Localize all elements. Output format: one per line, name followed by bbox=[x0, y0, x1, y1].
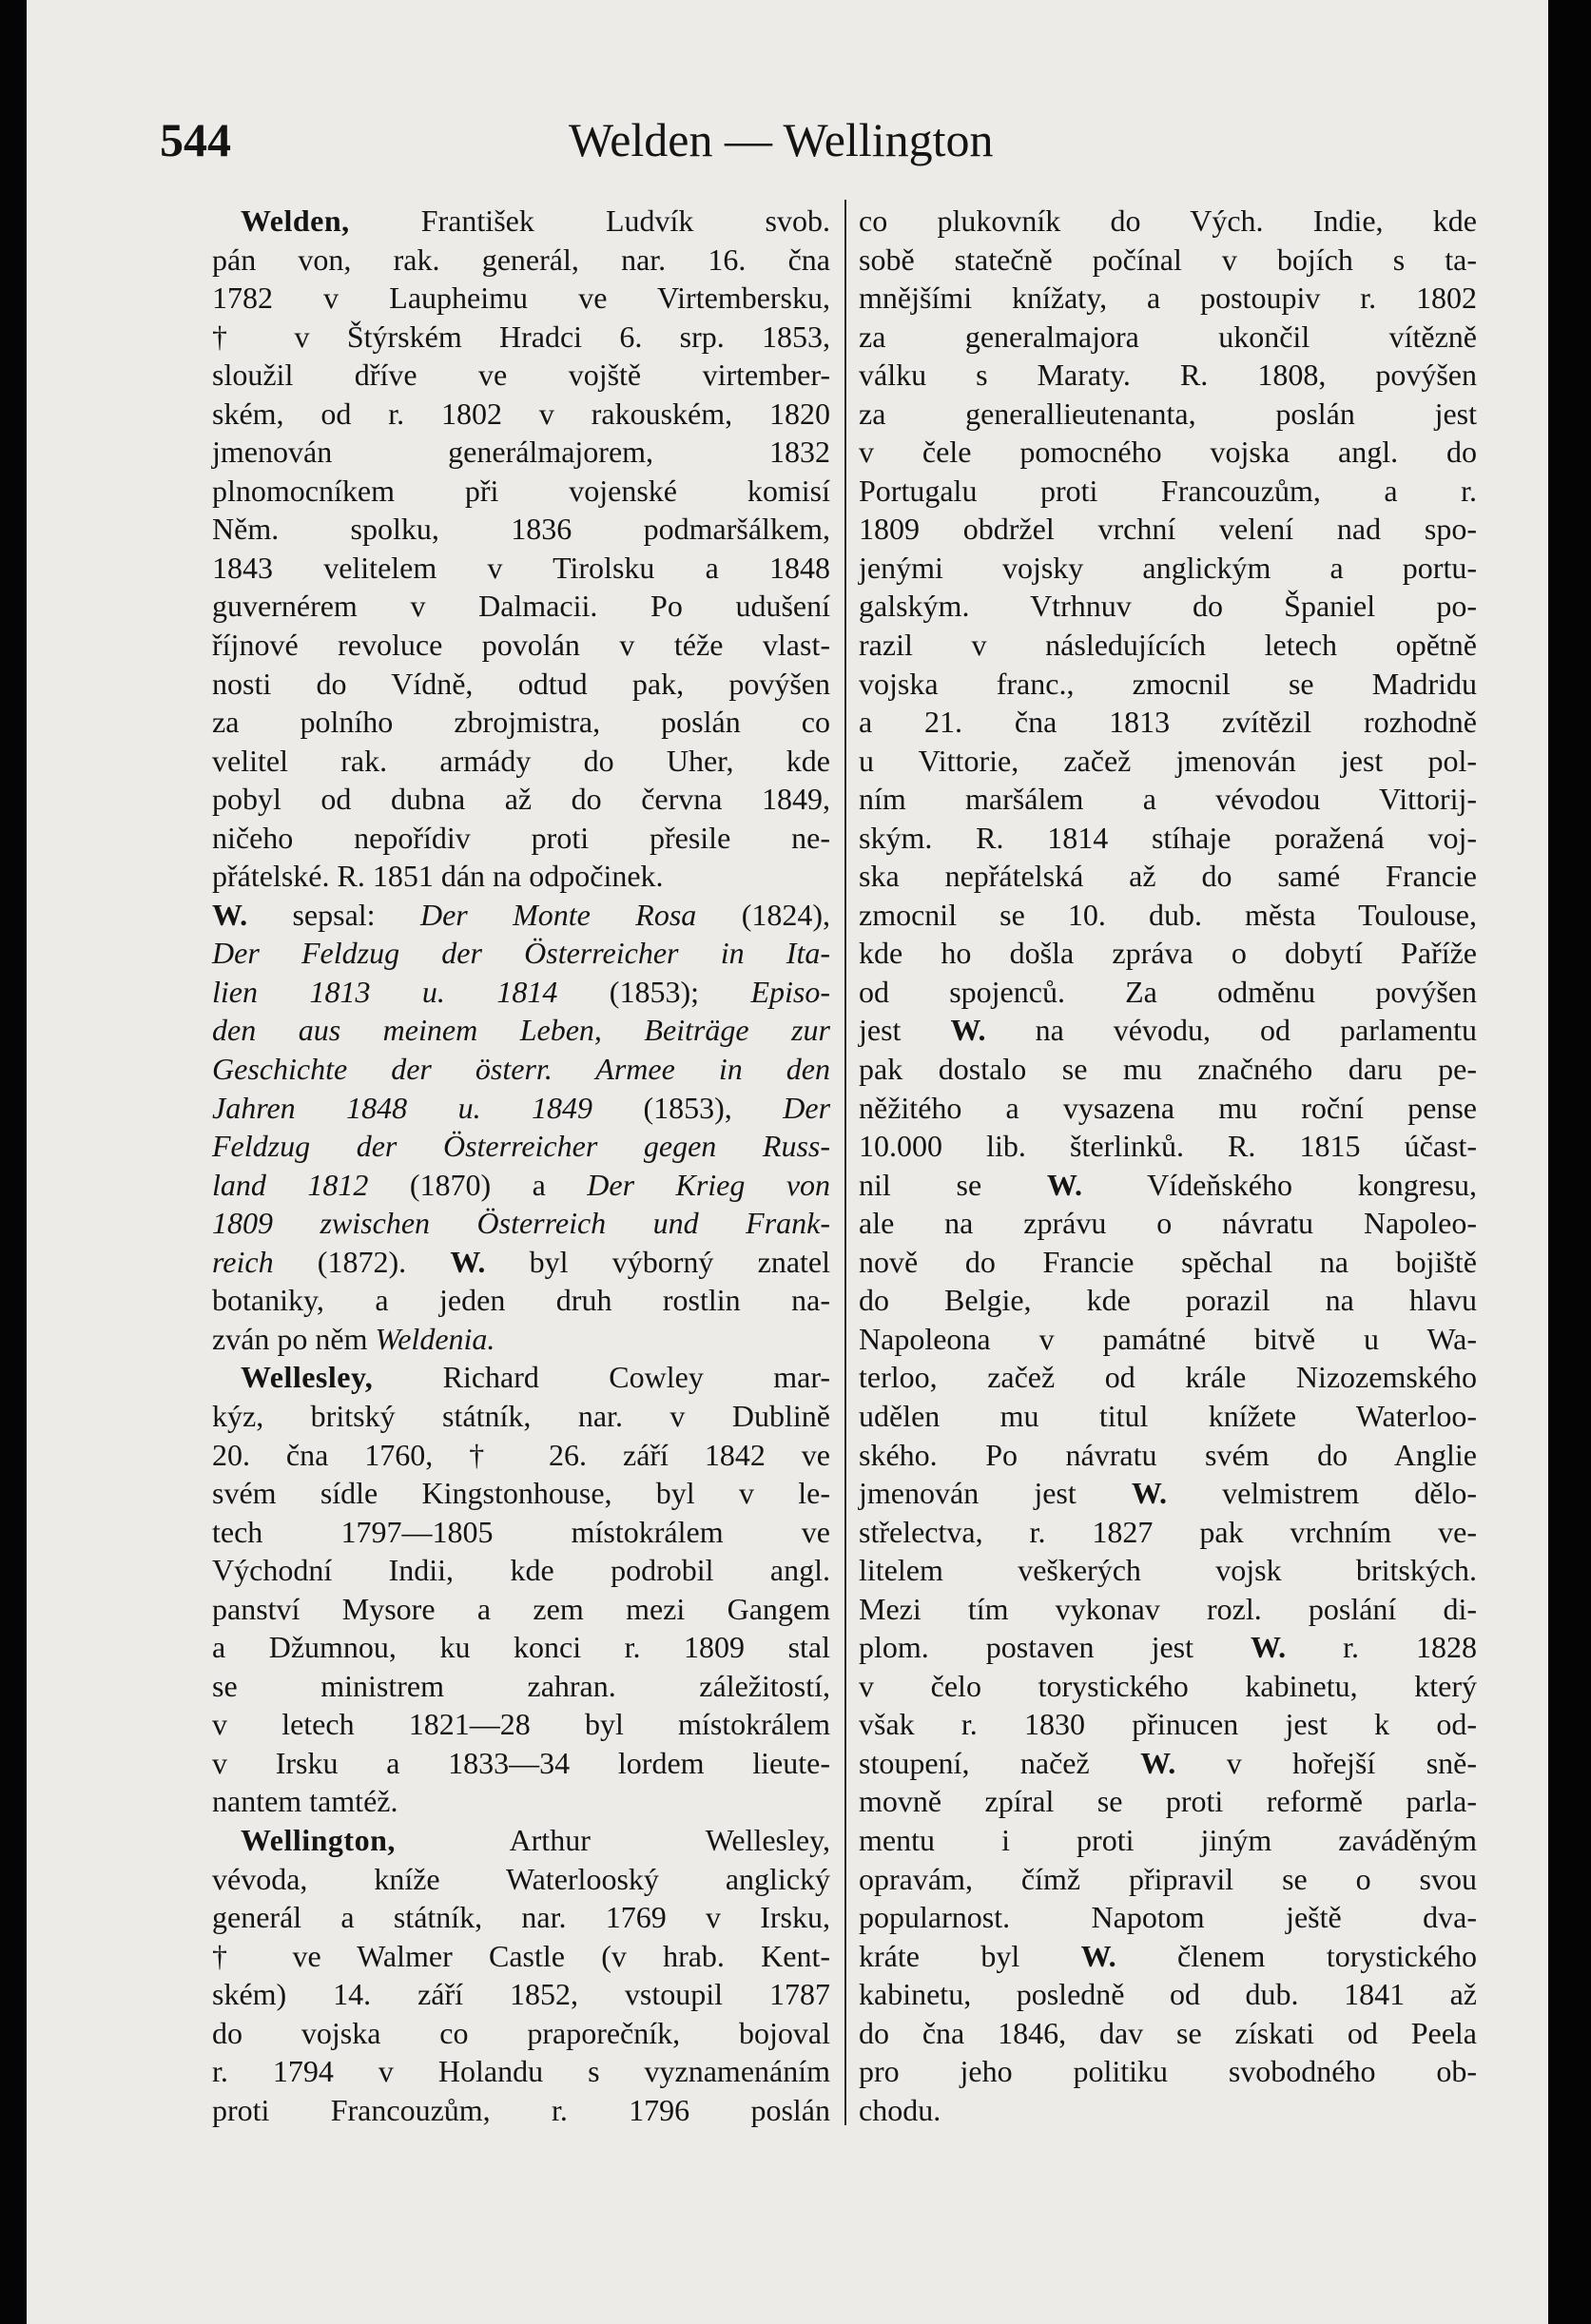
text-line: † ve Walmer Castle (v hrab. Kent- bbox=[212, 1938, 830, 1973]
text-line: plom. postaven jest W. r. 1828 bbox=[859, 1630, 1477, 1665]
text-line: den aus meinem Leben, Beiträge zur bbox=[212, 1013, 830, 1048]
text-line: kde ho došla zpráva o dobytí Paříže bbox=[859, 936, 1477, 971]
text-line: jmenován jest W. velmistrem dělo- bbox=[859, 1476, 1477, 1511]
text-line: střelectva, r. 1827 pak vrchním ve- bbox=[859, 1514, 1477, 1549]
text-line: v čele pomocného vojska angl. do bbox=[859, 435, 1477, 470]
text-line: za generallieutenanta, poslán jest bbox=[859, 396, 1477, 431]
right-column bbox=[859, 202, 1477, 2129]
text-line: plnomocníkem při vojenské komisí bbox=[212, 473, 830, 508]
text-line: v letech 1821—28 byl místokrálem bbox=[212, 1707, 830, 1742]
text-line: opravám, čímž připravil se o svou bbox=[859, 1861, 1477, 1896]
text-line: proti Francouzům, r. 1796 poslán bbox=[212, 2092, 830, 2127]
text-line: do Belgie, kde porazil na hlavu bbox=[859, 1283, 1477, 1318]
text-line: Něm. spolku, 1836 podmaršálkem, bbox=[212, 512, 830, 547]
text-line: ničeho nepořídiv proti přesile ne- bbox=[212, 820, 830, 855]
text-line: panství Mysore a zem mezi Gangem bbox=[212, 1591, 830, 1626]
text-line: kráte byl W. členem torystického bbox=[859, 1938, 1478, 1973]
text-line: Mezi tím vykonav rozl. poslání di- bbox=[859, 1591, 1477, 1626]
text-line: Východní Indii, kde podrobil angl. bbox=[212, 1553, 830, 1588]
text-line: 1782 v Laupheimu ve Virtembersku, bbox=[212, 281, 830, 316]
text-line: nil se W. Vídeňského kongresu, bbox=[859, 1167, 1477, 1202]
text-line: 1809 zwischen Österreich und Frank- bbox=[212, 1206, 830, 1241]
left-column bbox=[212, 202, 830, 2129]
text-line: pro jeho politiku svobodného ob- bbox=[859, 2054, 1477, 2089]
text-line: ského. Po návratu svém do Anglie bbox=[859, 1437, 1477, 1472]
text-line: Jahren 1848 u. 1849 (1853), Der bbox=[212, 1090, 831, 1125]
text-line: nově do Francie spěchal na bojiště bbox=[859, 1244, 1477, 1279]
text-line: pobyl od dubna až do června 1849, bbox=[212, 782, 830, 817]
text-line: jenými vojsky anglickým a portu- bbox=[859, 550, 1477, 585]
page-number: 544 bbox=[160, 113, 231, 166]
text-line: W. sepsal: Der Monte Rosa (1824), bbox=[212, 897, 831, 932]
text-line: sobě statečně počínal v bojích s ta- bbox=[859, 242, 1477, 277]
text-line: pán von, rak. generál, nar. 16. čna bbox=[212, 242, 830, 277]
scan-border bbox=[1548, 0, 1591, 2324]
text-line: Feldzug der Österreicher gegen Russ- bbox=[212, 1129, 830, 1164]
text-line: 20. čna 1760, † 26. září 1842 ve bbox=[212, 1437, 830, 1472]
text-line: za polního zbrojmistra, poslán co bbox=[212, 705, 830, 740]
text-line: něžitého a vysazena mu roční pense bbox=[859, 1090, 1477, 1125]
text-line: svém sídle Kingstonhouse, byl v le- bbox=[212, 1476, 830, 1511]
text-line: Wellington, Arthur Wellesley, bbox=[241, 1822, 830, 1857]
text-line: † v Štýrském Hradci 6. srp. 1853, bbox=[212, 319, 830, 354]
text-line: tech 1797—1805 místokrálem ve bbox=[212, 1514, 830, 1549]
text-line: generál a státník, nar. 1769 v Irsku, bbox=[212, 1900, 830, 1935]
text-line: říjnové revoluce povolán v téže vlast- bbox=[212, 628, 830, 663]
text-line: u Vittorie, začež jmenován jest pol- bbox=[859, 743, 1477, 778]
text-line: kabinetu, posledně od dub. 1841 až bbox=[859, 1977, 1477, 2012]
text-line: a Džumnou, ku konci r. 1809 stal bbox=[212, 1630, 830, 1665]
text-line: botaniky, a jeden druh rostlin na- bbox=[212, 1283, 830, 1318]
text-line: chodu. bbox=[859, 2092, 941, 2127]
text-line: litelem veškerých vojsk britských. bbox=[859, 1553, 1477, 1588]
text-line: se ministrem zahran. záležitostí, bbox=[212, 1668, 830, 1703]
text-line: však r. 1830 přinucen jest k od- bbox=[859, 1707, 1477, 1742]
text-line: zván po něm Weldenia. bbox=[212, 1321, 495, 1356]
text-line: razil v následujících letech opětně bbox=[859, 628, 1477, 663]
text-line: mentu i proti jiným zaváděným bbox=[859, 1822, 1477, 1857]
text-line: reich (1872). W. byl výborný znatel bbox=[212, 1244, 831, 1279]
text-line: od spojenců. Za odměnu povýšen bbox=[859, 974, 1477, 1009]
book-page bbox=[27, 0, 1548, 2324]
text-line: za generalmajora ukončil vítězně bbox=[859, 319, 1477, 354]
text-line: 1843 velitelem v Tirolsku a 1848 bbox=[212, 550, 830, 585]
text-line: r. 1794 v Holandu s vyznamenáním bbox=[212, 2054, 830, 2089]
text-line: Napoleona v památné bitvě u Wa- bbox=[859, 1321, 1477, 1356]
text-line: Geschichte der österr. Armee in den bbox=[212, 1052, 830, 1087]
text-line: velitel rak. armády do Uher, kde bbox=[212, 743, 830, 778]
text-line: lien 1813 u. 1814 (1853); Episo- bbox=[212, 974, 830, 1009]
text-line: ským. R. 1814 stíhaje poražená voj- bbox=[859, 820, 1477, 855]
text-line: guvernérem v Dalmacii. Po udušení bbox=[212, 589, 830, 624]
text-line: v Irsku a 1833—34 lordem lieute- bbox=[212, 1745, 830, 1780]
text-line: udělen mu titul knížete Waterloo- bbox=[859, 1398, 1477, 1433]
running-title: Welden — Wellington bbox=[569, 113, 994, 166]
text-line: ském, od r. 1802 v rakouském, 1820 bbox=[212, 396, 830, 431]
text-line: a 21. čna 1813 zvítězil rozhodně bbox=[859, 705, 1477, 740]
text-line: pak dostalo se mu značného daru pe- bbox=[859, 1052, 1477, 1087]
text-line: Der Feldzug der Österreicher in Ita- bbox=[212, 936, 830, 971]
text-line: přátelské. R. 1851 dán na odpočinek. bbox=[212, 859, 664, 894]
text-line: vévoda, kníže Waterlooský anglický bbox=[212, 1861, 830, 1896]
text-line: do vojska co praporečník, bojoval bbox=[212, 2015, 830, 2050]
text-line: nosti do Vídně, odtud pak, povýšen bbox=[212, 666, 830, 701]
text-line: sloužil dříve ve vojště virtember- bbox=[212, 358, 830, 393]
text-line: mnějšími knížaty, a postoupiv r. 1802 bbox=[859, 281, 1477, 316]
column-rule bbox=[844, 200, 846, 2125]
text-line: popularnost. Napotom ještě dva- bbox=[859, 1900, 1477, 1935]
text-line: Wellesley, Richard Cowley mar- bbox=[241, 1360, 830, 1395]
text-line: Welden, František Ludvík svob. bbox=[241, 203, 830, 238]
running-head bbox=[27, 93, 1548, 169]
text-line: kýz, britský státník, nar. v Dublině bbox=[212, 1398, 830, 1433]
text-line: stoupení, načež W. v hořejší sně- bbox=[859, 1745, 1478, 1780]
text-line: válku s Maraty. R. 1808, povýšen bbox=[859, 358, 1477, 393]
text-line: ska nepřátelská až do samé Francie bbox=[859, 859, 1477, 894]
text-line: do čna 1846, dav se získati od Peela bbox=[859, 2015, 1477, 2050]
text-line: vojska franc., zmocnil se Madridu bbox=[859, 666, 1477, 701]
text-line: Portugalu proti Francouzům, a r. bbox=[859, 473, 1477, 508]
text-line: ale na zprávu o návratu Napoleo- bbox=[859, 1206, 1477, 1241]
text-line: jmenován generálmajorem, 1832 bbox=[212, 435, 830, 470]
text-line: 10.000 lib. šterlinků. R. 1815 účast- bbox=[859, 1129, 1477, 1164]
text-line: ském) 14. září 1852, vstoupil 1787 bbox=[212, 1977, 830, 2012]
text-line: movně zpíral se proti reformě parla- bbox=[859, 1784, 1477, 1819]
text-line: ním maršálem a vévodou Vittorij- bbox=[859, 782, 1477, 817]
text-line: zmocnil se 10. dub. města Toulouse, bbox=[859, 897, 1477, 932]
text-line: 1809 obdržel vrchní velení nad spo- bbox=[859, 512, 1477, 547]
text-line: co plukovník do Vých. Indie, kde bbox=[859, 203, 1477, 238]
text-line: land 1812 (1870) a Der Krieg von bbox=[212, 1167, 831, 1202]
text-line: terloo, začež od krále Nizozemského bbox=[859, 1360, 1477, 1395]
text-line: galským. Vtrhnuv do Španiel po- bbox=[859, 589, 1477, 624]
text-line: v čelo torystického kabinetu, který bbox=[859, 1668, 1477, 1703]
text-line: nantem tamtéž. bbox=[212, 1784, 398, 1819]
text-line: jest W. na vévodu, od parlamentu bbox=[859, 1013, 1477, 1048]
